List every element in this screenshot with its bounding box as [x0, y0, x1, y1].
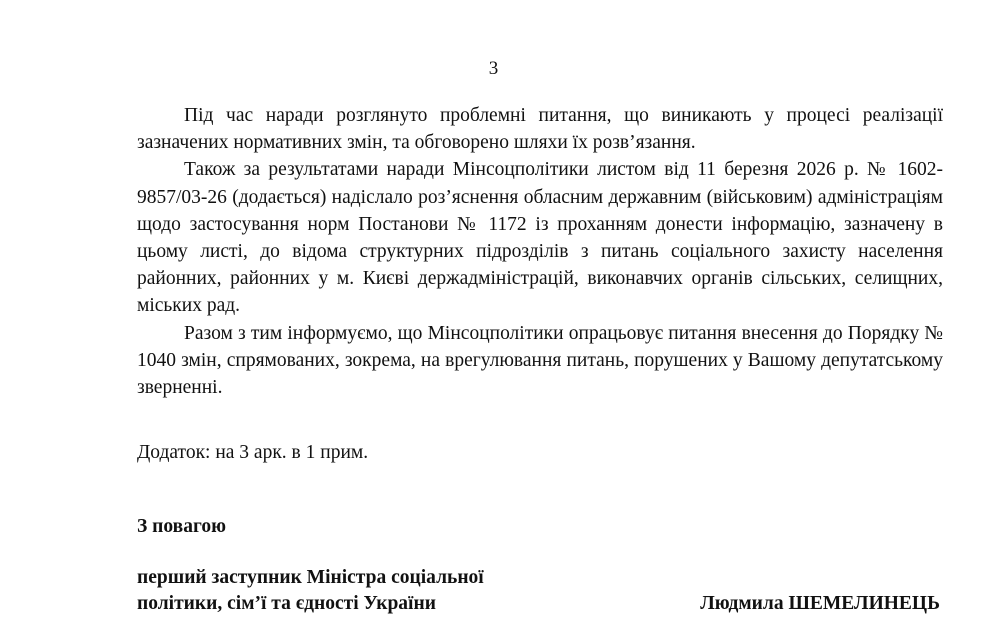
signatory-position-line-2: політики, сім’ї та єдності України: [137, 593, 436, 614]
paragraph-meeting-issues: Під час наради розглянуто проблемні питання, що виникають у процесі реалізації зазначених нормативних змін, та обговорено шляхи їх розв’язання.: [137, 105, 943, 154]
paragraph-procedure-amendments: Разом з тим інформуємо, що Мінсоцполітики опрацьовує питання внесення до Порядку № 1040 змін, спрямованих, зокрема, на врегулювання питань, порушених у Вашому депутатському зверненні.: [137, 322, 943, 399]
signatory-position: [137, 565, 484, 617]
letter-body: [137, 102, 943, 401]
page-number: 3: [488, 58, 499, 79]
signatory-name: Людмила ШЕМЕЛИНЕЦЬ: [700, 593, 940, 614]
paragraph-clarification-letter: Також за результатами наради Мінсоцполітики листом від 11 березня 2026 р. № 1602-9857/03-26 (додається) надіслало роз’яснення обласним державним (військовим) адміністраціям щодо застосування норм Постанови № 1172 із проханням донести інформацію, зазначену в цьому листі, до відома структурних підрозділів з питань соціального захисту населення районних, районних у м. Києві держадміністрацій, виконавчих органів сільських, селищних, міських рад.: [137, 159, 943, 317]
signatory-position-line-1: перший заступник Міністра соціальної: [137, 567, 484, 588]
closing-phrase: З повагою: [137, 516, 226, 537]
attachment-note: Додаток: на 3 арк. в 1 прим.: [137, 442, 369, 463]
